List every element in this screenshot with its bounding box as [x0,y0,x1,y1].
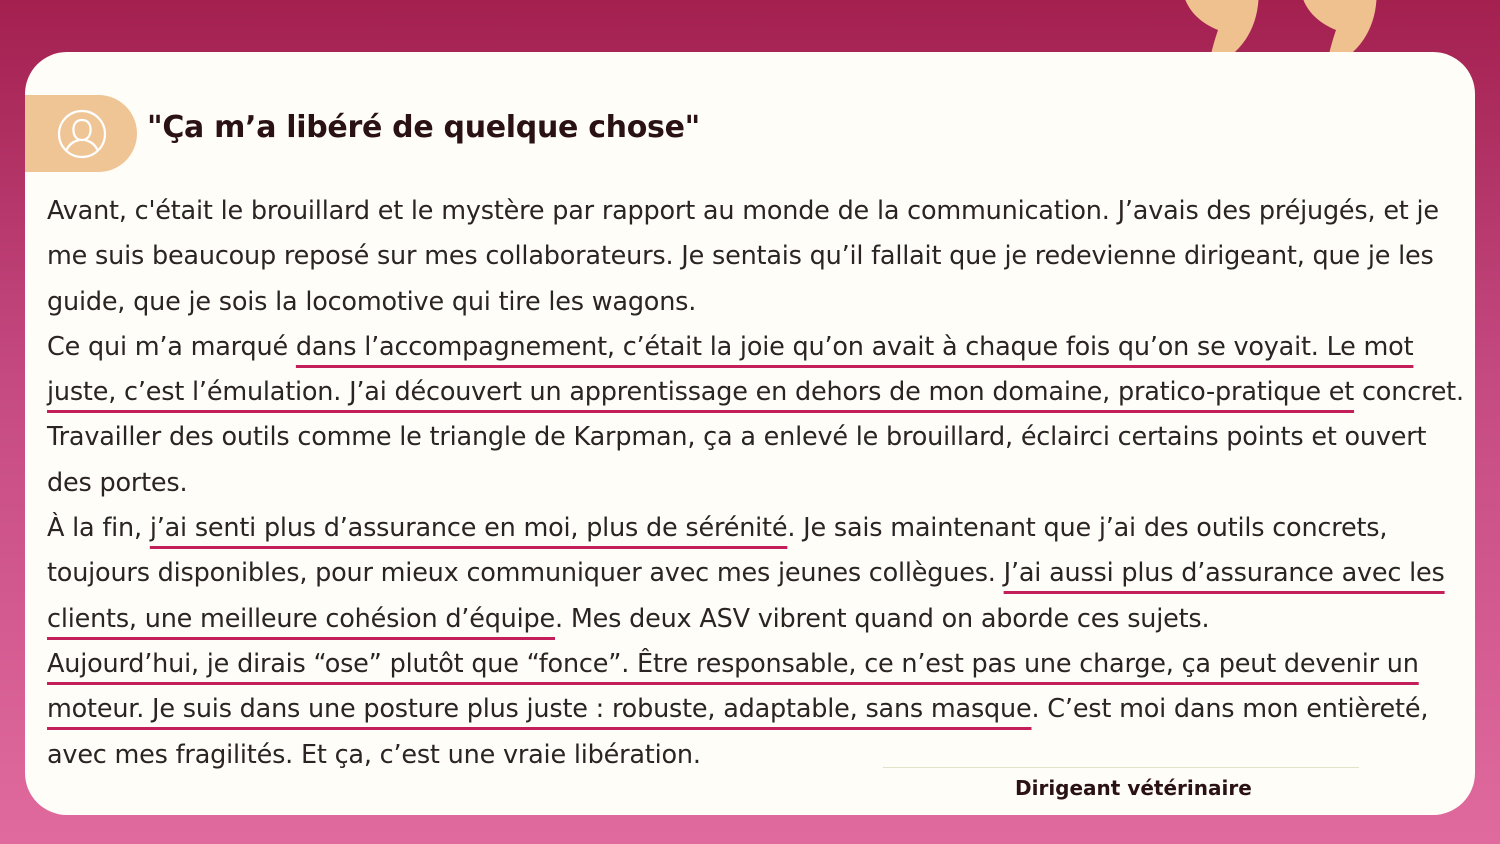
avatar-tab [25,95,137,172]
testimonial-paragraph [47,506,1472,642]
text-segment: Ce qui m’a marqué [47,331,296,362]
signature: Dirigeant vétérinaire [1015,776,1252,800]
highlighted-phrase: j’ai senti plus d’assurance en moi, plus de sérénité [149,513,788,544]
signature-divider [883,767,1359,768]
person-silhouette-icon [57,109,107,159]
text-segment: . Mes deux ASV vibrent quand on aborde ces sujets. [555,603,1210,634]
text-segment: . Je sais maintenant que j’ai des outils concrets, toujours disponibles, pour mieux communiquer avec mes jeunes collègues. [47,513,1388,589]
text-segment: À la fin, [47,513,150,544]
testimonial-paragraph [47,189,1472,325]
text-segment: concret. Travailler des outils comme le triangle de Karpman, ça a enlevé le brouillard, éclairci certains points et ouvert des portes. [47,377,1464,498]
testimonial-paragraph [47,325,1472,506]
testimonial-paragraph [47,642,1472,778]
text-segment: . C’est moi dans mon entièreté, avec mes fragilités. Et ça, c’est une vraie libération. [47,694,1429,770]
highlighted-phrase: Aujourd’hui, je dirais “ose” plutôt que “fonce”. Être responsable, ce n’est pas une charge, ça peut devenir un moteur. Je suis dans une posture plus juste : robuste, adaptable, sans masque [47,648,1419,725]
testimonial-body [47,189,1472,778]
text-segment: Avant, c'était le brouillard et le mystère par rapport au monde de la communication. J’avais des préjugés, et je me suis beaucoup reposé sur mes collaborateurs. Je sentais qu’il fallait que je redevienne dirigeant, que je les guide, que je sois la locomotive qui tire les wagons. [47,196,1439,317]
testimonial-title: "Ça m’a libéré de quelque chose" [147,110,700,145]
highlighted-phrase: dans l’accompagnement, c’était la joie qu’on avait à chaque fois qu’on se voyait. Le mot juste, c’est l’émulation. J’ai découvert un apprentissage en dehors de mon domaine, pratico-pratique et [47,331,1414,408]
highlighted-phrase: J’ai aussi plus d’assurance avec les clients, une meilleure cohésion d’équipe [47,558,1445,634]
testimonial-card [25,52,1475,815]
